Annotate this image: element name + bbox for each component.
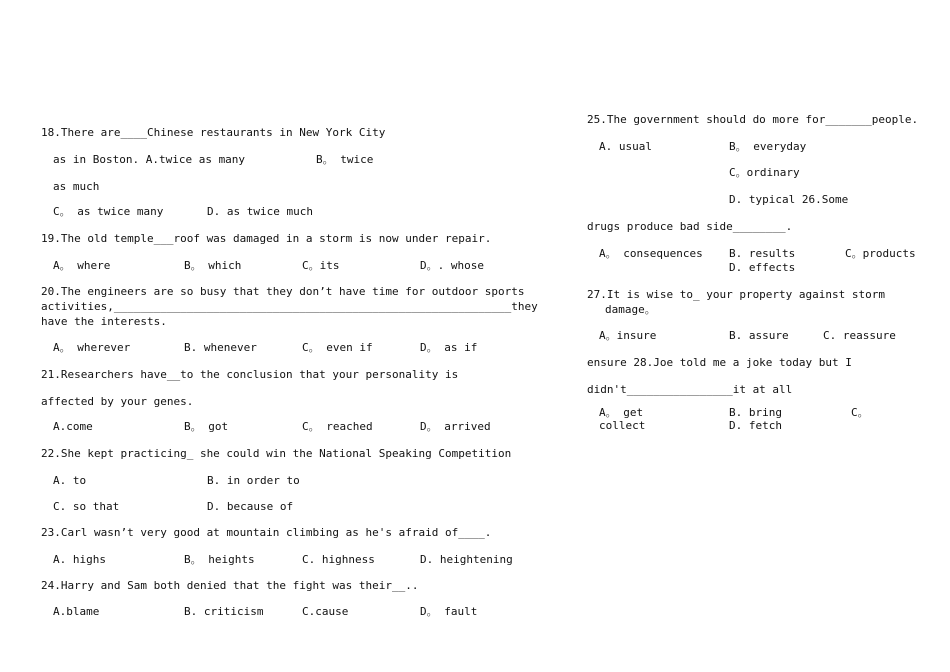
q20-option-c: C。 even if: [302, 341, 373, 354]
q19-option-a: A。 where: [53, 259, 111, 272]
q26-option-d: D. effects: [729, 261, 796, 274]
q25-option-b: B。 everyday: [729, 140, 807, 153]
q19-option-b: B。 which: [184, 259, 242, 272]
q25-option-d: D. typical 26.Some: [729, 193, 849, 206]
q21-option-c: C。 reached: [302, 420, 373, 433]
q23-option-d: D. heightening: [420, 553, 513, 566]
q22-option-b: B. in order to: [207, 474, 300, 487]
q25-option-c: C。ordinary: [729, 166, 800, 179]
q27-option-b: B. assure: [729, 329, 789, 342]
q28-option-a: A。 get: [599, 406, 644, 419]
q27-option-a: A。insure: [599, 329, 657, 342]
q26-option-c: C。products: [845, 247, 916, 260]
q22-stem: 22.She kept practicing_ she could win the National Speaking Competition: [41, 447, 512, 460]
q28-option-c-text: collect: [599, 419, 646, 432]
q21-option-b: B。 got: [184, 420, 229, 433]
q20-line3: have the interests.: [41, 315, 167, 328]
q26-option-a: A。 consequences: [599, 247, 703, 260]
q28-option-c-label: C。: [851, 406, 869, 419]
q27-stem: 27.It is wise to_ your property against storm: [587, 288, 886, 301]
q18-option-b: B。 twice: [316, 153, 374, 166]
q23-stem: 23.Carl wasn’t very good at mountain climbing as he's afraid of____.: [41, 526, 492, 539]
q28-stem: ensure 28.Joe told me a joke today but I: [587, 356, 852, 369]
q26-stem: drugs produce bad side________.: [587, 220, 793, 233]
q18-stem: 18.There are____Chinese restaurants in New York City: [41, 126, 386, 139]
q21-option-a: A.come: [53, 420, 93, 433]
q24-option-a: A.blame: [53, 605, 100, 618]
q24-stem: 24.Harry and Sam both denied that the fight was their__..: [41, 579, 419, 592]
q28-option-d: D. fetch: [729, 419, 782, 432]
q21-stem: 21.Researchers have__to the conclusion that your personality is: [41, 368, 459, 381]
q23-option-c: C. highness: [302, 553, 375, 566]
q21-continuation: affected by your genes.: [41, 395, 194, 408]
q25-stem: 25.The government should do more for_______people.: [587, 113, 919, 126]
q18-continuation: as in Boston. A.twice as many: [53, 153, 246, 166]
q23-option-a: A. highs: [53, 553, 106, 566]
q20-line1: 20.The engineers are so busy that they don’t have time for outdoor sports: [41, 285, 525, 298]
q19-stem: 19.The old temple___roof was damaged in a storm is now under repair.: [41, 232, 492, 245]
q19-option-d: D。. whose: [420, 259, 484, 272]
q22-option-c: C. so that: [53, 500, 120, 513]
q23-option-b: B。 heights: [184, 553, 255, 566]
q22-option-a: A. to: [53, 474, 87, 487]
q28-option-b: B. bring: [729, 406, 782, 419]
q27-continuation: damage。: [605, 303, 656, 316]
q19-option-c: C。its: [302, 259, 340, 272]
q27-option-c: C. reassure: [823, 329, 896, 342]
q18-option-c: C。 as twice many: [53, 205, 164, 218]
q26-option-b: B. results: [729, 247, 796, 260]
q20-line2: activities,____________________________________________________________they: [41, 300, 538, 313]
q22-option-d: D. because of: [207, 500, 294, 513]
q24-option-d: D。 fault: [420, 605, 478, 618]
q25-option-a: A. usual: [599, 140, 652, 153]
q20-option-b: B. whenever: [184, 341, 257, 354]
q18-option-d: D. as twice much: [207, 205, 313, 218]
q24-option-c: C.cause: [302, 605, 349, 618]
q20-option-d: D。 as if: [420, 341, 478, 354]
q24-option-b: B. criticism: [184, 605, 264, 618]
q20-option-a: A。 wherever: [53, 341, 131, 354]
q18-wrap: as much: [53, 180, 100, 193]
q21-option-d: D。 arrived: [420, 420, 491, 433]
q28-continuation: didn't________________it at all: [587, 383, 793, 396]
